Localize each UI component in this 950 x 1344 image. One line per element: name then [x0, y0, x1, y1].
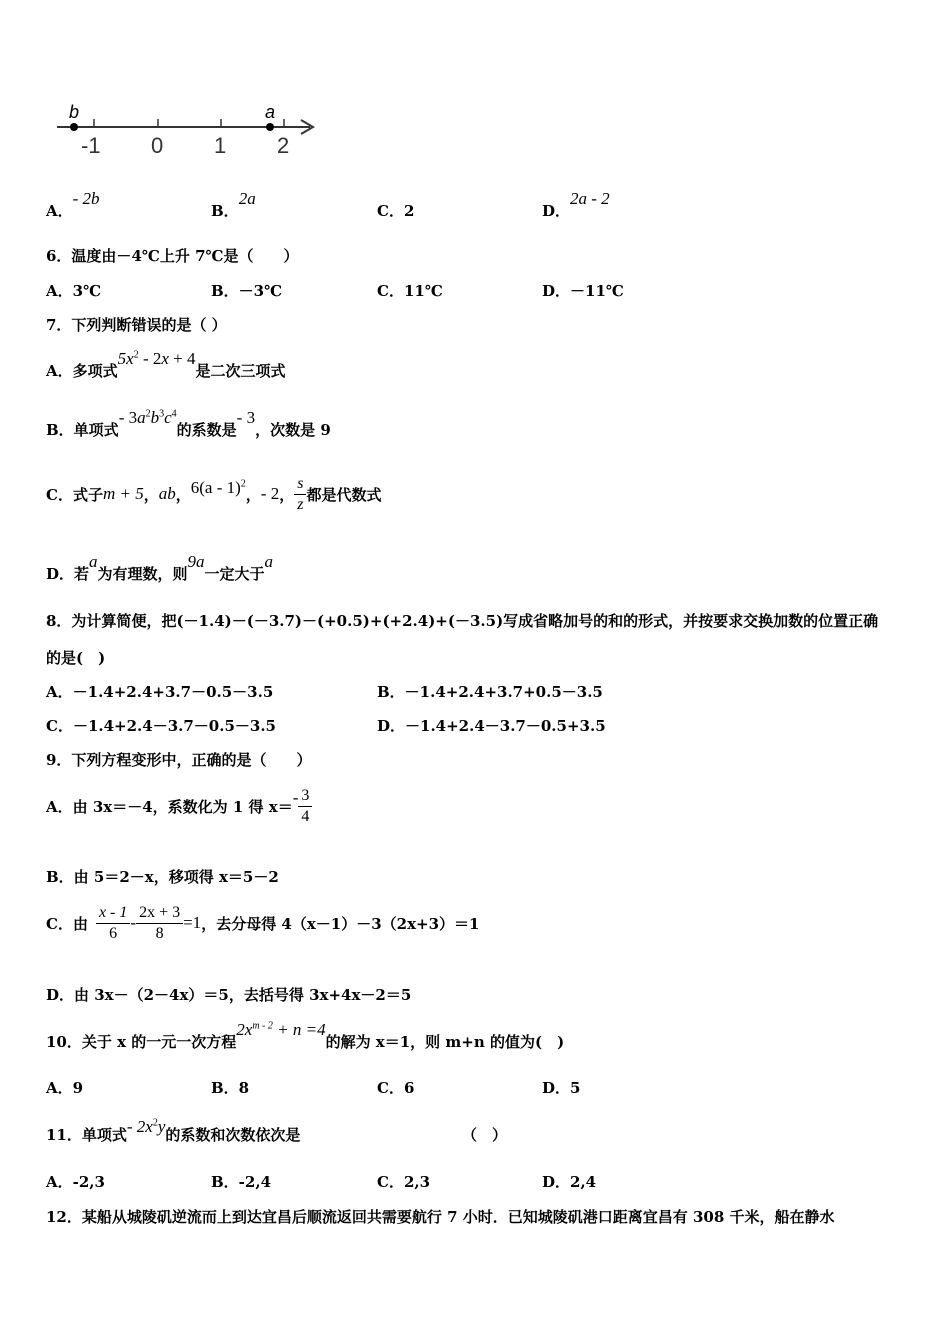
- point-a: [266, 123, 274, 131]
- s-over-z-fraction: $\frac{s}{z}$: [294, 474, 306, 515]
- q8-option-a: A．－1.4+2.4+3.7－0.5－3.5: [46, 683, 274, 701]
- q10-option-c: C．6: [377, 1079, 415, 1097]
- fraction-x-minus-1-over-6: $\frac{x - 1}{6}$: [96, 903, 130, 944]
- q8-option-c: C．－1.4+2.4－3.7－0.5－3.5: [46, 717, 276, 735]
- q5-option-a: A．- 2b: [46, 189, 100, 220]
- q12-stem: 12．某船从城陵矶逆流而上到达宜昌后顺流返回共需要航行 7 小时．已知城陵矶港口距离宜昌有 308 千米，船在静水: [46, 1208, 835, 1226]
- q9-option-c: C．由 $\frac{x - 1}{6}$ - $\frac{2x + 3}{8}$ =1 ，去分母得 4（x－1）－3（2x+3）＝1: [46, 903, 480, 942]
- q6-option-d: D．－11℃: [542, 282, 624, 300]
- q11-option-b: B．-2,4: [211, 1173, 272, 1191]
- number-line-figure: [55, 98, 325, 160]
- q6-stem: 6．温度由－4℃上升 7℃是（ ）: [46, 247, 299, 265]
- tick-label-minus-1: -1: [81, 133, 101, 158]
- point-a-label: a: [265, 102, 276, 122]
- q9-option-d: D．由 3x－（2－4x）＝5，去括号得 3x+4x－2＝5: [46, 986, 412, 1004]
- q11-answer-paren: （ ）: [462, 1126, 508, 1144]
- q11-option-a: A．-2,3: [46, 1173, 105, 1191]
- q7-option-c: C．式子 m + 5 ， ab ， 6(a - 1)$^2$ ， - 2 ， $\frac{s}{z}$ 都是代数式: [46, 474, 382, 513]
- q5-option-d: D．2a - 2: [542, 189, 610, 220]
- q11-stem: 11．单项式- $2x^2y$的系数和次数依次是: [46, 1117, 301, 1144]
- q8-option-d: D．－1.4+2.4－3.7－0.5+3.5: [377, 717, 606, 735]
- q10-option-a: A．9: [46, 1079, 84, 1097]
- q8-option-b: B．－1.4+2.4+3.7+0.5－3.5: [377, 683, 603, 701]
- q7-option-d: D．若a为有理数，则9a一定大于a: [46, 552, 274, 583]
- q7-option-a: A．多项式$5x^2 - 2x + 4$是二次三项式: [46, 349, 286, 380]
- q9-option-b: B．由 5＝2－x，移项得 x＝5－2: [46, 868, 279, 886]
- q7-option-b: B．单项式- $3a^2b^3c^4$的系数是- 3，次数是 9: [46, 408, 331, 439]
- q6-option-c: C．11℃: [377, 282, 443, 300]
- q10-stem: 10．关于 x 的一元一次方程$2x^{m - 2} + n =4$的解为 x＝1，则 m+n 的值为( ): [46, 1020, 565, 1051]
- tick-label-0: 0: [151, 133, 164, 158]
- q9-option-a: A．由 3x＝－4，系数化为 1 得 x＝ - $\frac{3}{4}$: [46, 782, 312, 830]
- point-b: [70, 123, 78, 131]
- q6-option-a: A．3℃: [46, 282, 102, 300]
- three-quarters-fraction: $\frac{3}{4}$: [298, 786, 312, 827]
- q10-option-d: D．5: [542, 1079, 581, 1097]
- point-b-label: b: [69, 102, 80, 122]
- fraction-2x-plus-3-over-8: $\frac{2x + 3}{8}$: [136, 903, 183, 944]
- q5-option-c: C．2: [377, 202, 415, 220]
- q11-option-d: D．2,4: [542, 1173, 597, 1191]
- q8-stem: 8．为计算简便，把(－1.4)－(－3.7)－(+0.5)+(+2.4)+(－3.5)写成省略加号的和的形式，并按要求交换加数的位置正确: [46, 612, 879, 630]
- q5-option-b: B．2a: [211, 189, 256, 220]
- q8-stem-cont: 的是( ): [46, 649, 106, 667]
- q7-stem: 7．下列判断错误的是（ ）: [46, 316, 227, 334]
- q10-option-b: B．8: [211, 1079, 250, 1097]
- tick-label-2: 2: [277, 133, 290, 158]
- q6-option-b: B．－3℃: [211, 282, 283, 300]
- tick-label-1: 1: [214, 133, 227, 158]
- q9-stem: 9．下列方程变形中，正确的是（ ）: [46, 751, 312, 769]
- q11-option-c: C．2,3: [377, 1173, 431, 1191]
